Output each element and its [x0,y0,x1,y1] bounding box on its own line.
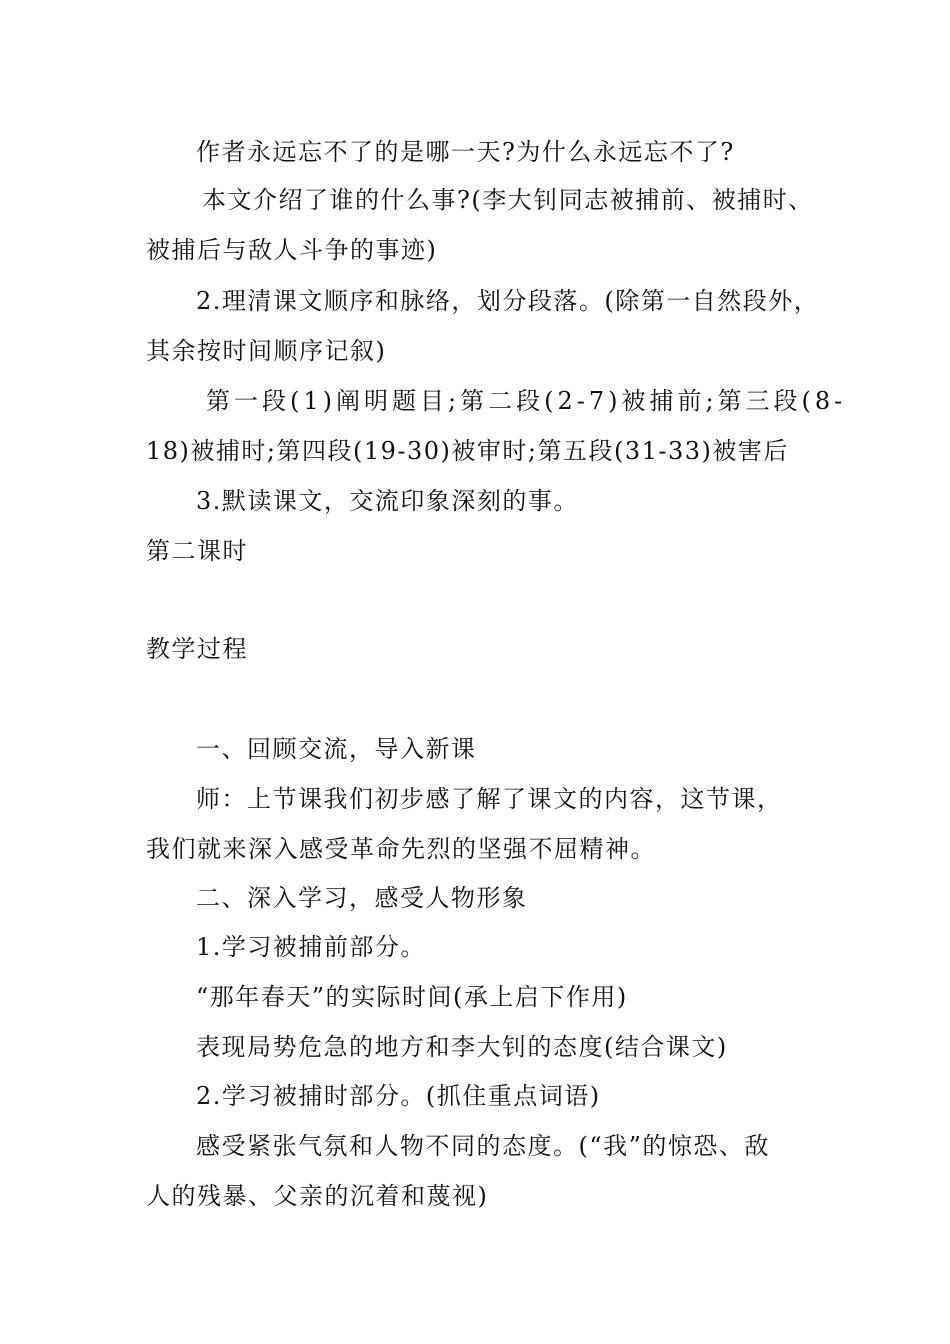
part-2-heading: 二、深入学习，感受人物形象 [196,884,528,912]
item-2-line: 2.学习被捕时部分。(抓住重点词语) [196,1082,601,1110]
summary-line-1: 本文介绍了谁的什么事?(李大钊同志被捕前、被捕时、 [202,186,814,214]
section-heading-second-lesson: 第二课时 [146,537,248,565]
segments-line-2: 18)被捕时;第四段(19-30)被审时;第五段(31-33)被害后 [146,437,789,465]
step-2-line-2: 其余按时间顺序记叙) [146,337,387,365]
atmosphere-line-2: 人的残暴、父亲的沉着和蔑视) [146,1182,489,1210]
segments-line-1: 第一段(1)阐明题目;第二段(2-7)被捕前;第三段(8- [206,387,847,415]
question-line: 作者永远忘不了的是哪一天?为什么永远忘不了? [196,138,735,166]
spring-time-line: “那年春天”的实际时间(承上启下作用) [196,983,628,1011]
step-3-line: 3.默读课文，交流印象深刻的事。 [196,487,579,515]
step-2-line-1: 2.理清课文顺序和脉络，划分段落。(除第一自然段外， [196,287,820,315]
teacher-line-2: 我们就来深入感受革命先烈的坚强不屈精神。 [146,835,656,863]
teacher-line-1: 师：上节课我们初步感了解了课文的内容，这节课， [196,785,783,813]
part-1-heading: 一、回顾交流，导入新课 [196,735,477,763]
item-1-line: 1.学习被捕前部分。 [196,933,426,961]
summary-line-2: 被捕后与敌人斗争的事迹) [146,236,438,264]
section-heading-teaching-process: 教学过程 [146,635,248,663]
atmosphere-line-1: 感受紧张气氛和人物不同的态度。(“我”的惊恐、敌 [196,1132,770,1160]
situation-line: 表现局势危急的地方和李大钊的态度(结合课文) [196,1033,728,1061]
